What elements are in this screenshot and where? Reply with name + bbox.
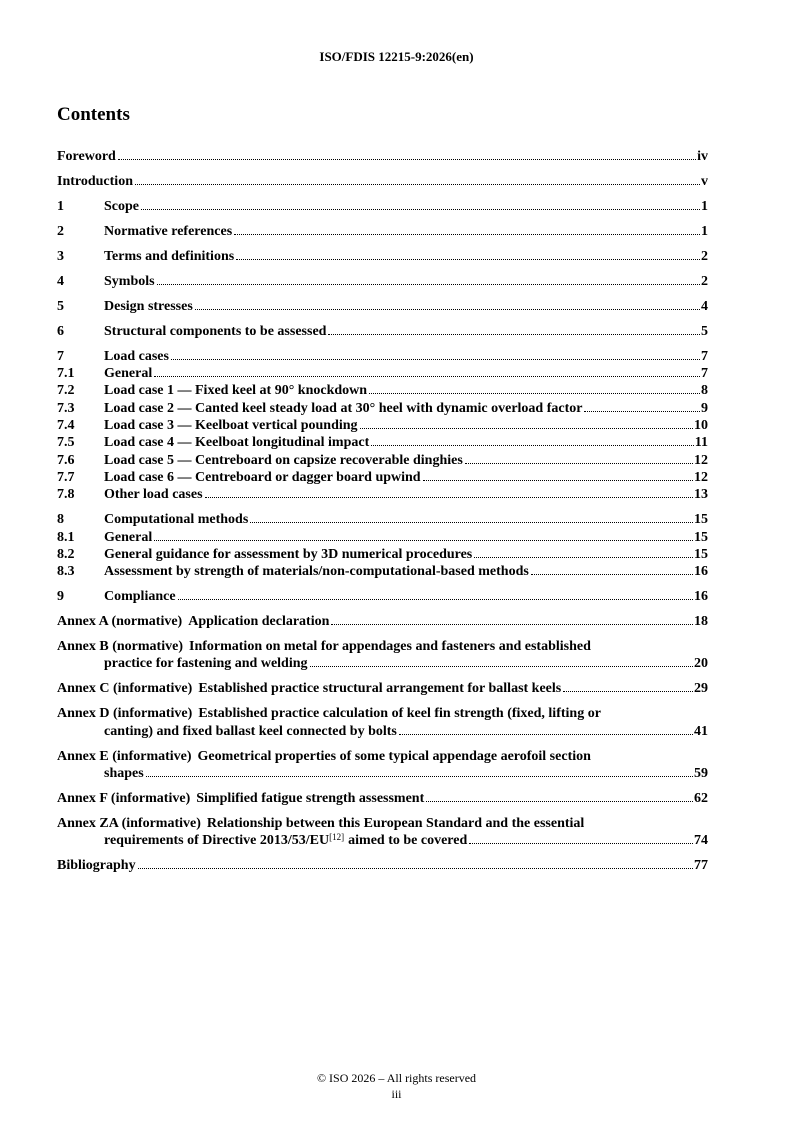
toc-entry-page: 7: [701, 366, 708, 382]
toc-entry-title-continued: shapes: [104, 765, 144, 781]
toc-entry-page: 20: [694, 656, 708, 672]
toc-entry-number: 7.7: [57, 469, 75, 485]
dot-leader: [310, 666, 693, 667]
toc-entry-number: 6: [57, 323, 64, 339]
toc-entry-title: Symbols: [104, 273, 155, 289]
toc-entry-page: 13: [694, 487, 708, 503]
dot-leader: [331, 624, 693, 625]
toc-entry-page: 12: [694, 469, 708, 485]
toc-entry-page: 2: [701, 248, 708, 264]
bibliography-reference[interactable]: [12]: [329, 832, 345, 843]
toc-entry-clause-8-3[interactable]: [57, 563, 708, 580]
toc-entry-clause-8[interactable]: [57, 511, 708, 528]
toc-entry-line[interactable]: [57, 638, 708, 655]
toc-entry-bibliography[interactable]: [57, 857, 708, 874]
toc-entry-title: Established practice structural arrangement for ballast keels: [198, 681, 562, 697]
toc-entry-title: General: [104, 529, 153, 545]
toc-entry-clause-1[interactable]: [57, 198, 708, 215]
toc-entry-title: Introduction: [57, 173, 133, 189]
toc-entry-title: General guidance for assessment by 3D numerical procedures: [104, 546, 473, 562]
toc-entry-clause-7-4[interactable]: [57, 417, 708, 434]
toc-entry-title: Geometrical properties of some typical appendage aerofoil section: [197, 748, 591, 764]
directive-text: requirements of Directive 2013/53/EU: [104, 833, 330, 849]
toc-entry-page: 15: [694, 512, 708, 528]
toc-entry-title: Load case 1 — Fixed keel at 90° knockdown: [104, 383, 368, 399]
toc-entry-annex-e[interactable]: [57, 748, 708, 783]
toc-entry-number: 4: [57, 273, 64, 289]
toc-entry-page: v: [701, 173, 708, 189]
toc-entry-number: 7.8: [57, 487, 75, 503]
toc-entry-introduction[interactable]: [57, 173, 708, 190]
table-of-contents: [57, 148, 708, 874]
toc-entry-page: 41: [694, 723, 708, 739]
toc-entry-title: Bibliography: [57, 858, 136, 874]
toc-entry-line[interactable]: [57, 655, 708, 672]
dot-leader: [138, 868, 693, 869]
toc-entry-page: 62: [694, 790, 708, 806]
dot-leader: [423, 480, 693, 481]
annex-label: Annex A (normative): [57, 614, 183, 630]
toc-entry-page: 15: [694, 529, 708, 545]
toc-entry-clause-3[interactable]: [57, 248, 708, 265]
toc-entry-title: Load case 4 — Keelboat longitudinal impact: [104, 435, 370, 451]
toc-entry-number: 8.1: [57, 529, 75, 545]
dot-leader: [563, 691, 693, 692]
toc-entry-line[interactable]: [57, 723, 708, 740]
toc-entry-title: Load case 2 — Canted keel steady load at 30° heel with dynamic overload factor: [104, 400, 583, 416]
toc-entry-clause-7-6[interactable]: [57, 452, 708, 469]
toc-entry-number: 9: [57, 589, 64, 605]
toc-entry-page: 59: [694, 765, 708, 781]
toc-entry-title: Load case 3 — Keelboat vertical pounding: [104, 418, 358, 434]
toc-entry-title-continued: [104, 832, 467, 849]
toc-entry-page: 16: [694, 589, 708, 605]
annex-label: Annex C (informative): [57, 681, 193, 697]
dot-leader: [469, 843, 693, 844]
toc-entry-title-continued: canting) and fixed ballast keel connected by bolts: [104, 723, 397, 739]
toc-entry-clause-8-1[interactable]: [57, 529, 708, 546]
toc-entry-annex-za[interactable]: [57, 815, 708, 850]
toc-entry-number: 3: [57, 248, 64, 264]
toc-entry-title: Load cases: [104, 348, 169, 364]
toc-entry-foreword[interactable]: [57, 148, 708, 165]
dot-leader: [369, 393, 700, 394]
toc-entry-clause-4[interactable]: [57, 273, 708, 290]
annex-label: Annex B (normative): [57, 639, 183, 655]
dot-leader: [328, 334, 700, 335]
toc-entry-line[interactable]: [57, 748, 708, 765]
toc-entry-annex-b[interactable]: [57, 638, 708, 673]
toc-entry-clause-7-1[interactable]: [57, 365, 708, 382]
toc-entry-number: 7.4: [57, 418, 75, 434]
toc-entry-page: 1: [701, 198, 708, 214]
toc-entry-clause-7[interactable]: [57, 348, 708, 365]
page-title: Contents: [57, 104, 130, 125]
toc-entry-title: Information on metal for appendages and fasteners and established: [189, 639, 591, 655]
toc-entry-annex-a[interactable]: [57, 613, 708, 630]
toc-entry-annex-c[interactable]: [57, 680, 708, 697]
dot-leader: [234, 234, 700, 235]
toc-entry-title: Compliance: [104, 589, 176, 605]
toc-entry-title-continued: practice for fastening and welding: [104, 656, 308, 672]
dot-leader: [250, 522, 693, 523]
toc-entry-page: 5: [701, 323, 708, 339]
toc-entry-page: 4: [701, 298, 708, 314]
toc-entry-page: 11: [694, 435, 708, 451]
toc-entry-title: Simplified fatigue strength assessment: [196, 790, 425, 806]
dot-leader: [531, 574, 693, 575]
toc-entry-title: Application declaration: [188, 614, 330, 630]
toc-entry-title: Other load cases: [104, 487, 203, 503]
toc-entry-number: 8.3: [57, 564, 75, 580]
page-number: iii: [391, 1087, 402, 1101]
dot-leader: [157, 284, 700, 285]
annex-label: Annex ZA (informative): [57, 815, 201, 831]
toc-entry-page: 2: [701, 273, 708, 289]
toc-entry-clause-7-7[interactable]: [57, 469, 708, 486]
dot-leader: [360, 428, 693, 429]
toc-entry-number: 8: [57, 512, 64, 528]
toc-entry-number: 7.6: [57, 452, 75, 468]
toc-entry-page: 77: [694, 858, 708, 874]
toc-entry-number: 2: [57, 223, 64, 239]
dot-leader: [178, 599, 693, 600]
toc-entry-page: iv: [697, 149, 708, 164]
toc-entry-clause-6[interactable]: [57, 323, 708, 340]
toc-entry-page: 12: [694, 452, 708, 468]
toc-entry-number: 7.5: [57, 435, 75, 451]
toc-entry-page: 1: [701, 223, 708, 239]
toc-entry-line[interactable]: [57, 832, 708, 849]
annex-label: Annex E (informative): [57, 748, 192, 764]
toc-entry-clause-2[interactable]: [57, 223, 708, 240]
toc-entry-title: Computational methods: [104, 512, 249, 528]
toc-entry-line[interactable]: [57, 815, 708, 832]
toc-entry-clause-9[interactable]: [57, 588, 708, 605]
toc-entry-clause-8-2[interactable]: [57, 546, 708, 563]
toc-entry-number: 7: [57, 348, 64, 364]
dot-leader: [474, 557, 693, 558]
toc-entry-page: 10: [694, 418, 708, 434]
toc-entry-annex-f[interactable]: [57, 790, 708, 807]
dot-leader: [584, 411, 700, 412]
toc-entry-title: Foreword: [57, 149, 116, 164]
toc-entry-title: Design stresses: [104, 298, 193, 314]
dot-leader: [236, 259, 700, 260]
toc-entry-page: 29: [694, 681, 708, 697]
toc-entry-number: 1: [57, 198, 64, 214]
document-id-header: ISO/FDIS 12215-9:2026(en): [319, 49, 474, 64]
toc-entry-clause-7-3[interactable]: [57, 400, 708, 417]
toc-entry-page: 9: [701, 400, 708, 416]
toc-entry-page: 7: [701, 348, 708, 364]
toc-entry-page: 16: [694, 564, 708, 580]
toc-entry-title: Terms and definitions: [104, 248, 235, 264]
toc-entry-title: Established practice calculation of keel fin strength (fixed, lifting or: [198, 706, 601, 722]
dot-leader: [205, 497, 693, 498]
toc-entry-page: 74: [694, 833, 708, 849]
dot-leader: [154, 540, 693, 541]
toc-entry-title: Load case 5 — Centreboard on capsize recoverable dinghies: [104, 452, 463, 468]
toc-entry-annex-d[interactable]: [57, 705, 708, 740]
dot-leader: [371, 445, 694, 446]
toc-entry-clause-7-5[interactable]: [57, 434, 708, 451]
dot-leader: [146, 776, 693, 777]
dot-leader: [426, 801, 693, 802]
toc-entry-number: 7.3: [57, 400, 75, 416]
dot-leader: [154, 376, 700, 377]
toc-entry-title: Normative references: [104, 223, 233, 239]
toc-entry-page: 18: [694, 614, 708, 630]
dot-leader: [171, 359, 700, 360]
toc-entry-title: General: [104, 366, 153, 382]
toc-entry-title: Assessment by strength of materials/non-computational-based methods: [104, 564, 529, 580]
dot-leader: [465, 463, 693, 464]
dot-leader: [195, 309, 700, 310]
annex-label: Annex F (informative): [57, 790, 191, 806]
title-end-text: aimed to be covered: [348, 833, 468, 849]
toc-entry-line[interactable]: [57, 765, 708, 782]
dot-leader: [135, 184, 700, 185]
toc-entry-title: Scope: [104, 198, 139, 214]
toc-entry-title: Structural components to be assessed: [104, 323, 327, 339]
annex-label: Annex D (informative): [57, 706, 193, 722]
toc-entry-number: 7.1: [57, 366, 75, 382]
toc-entry-number: 5: [57, 298, 64, 314]
toc-entry-clause-7-2[interactable]: [57, 382, 708, 399]
dot-leader: [399, 734, 693, 735]
dot-leader: [118, 159, 696, 160]
copyright-notice: © ISO 2026 – All rights reserved: [316, 1071, 477, 1085]
toc-entry-clause-7-8[interactable]: [57, 486, 708, 503]
toc-entry-number: 8.2: [57, 546, 75, 562]
toc-entry-number: 7.2: [57, 383, 75, 399]
toc-entry-line[interactable]: [57, 705, 708, 722]
toc-entry-clause-5[interactable]: [57, 298, 708, 315]
dot-leader: [141, 209, 700, 210]
toc-entry-page: 8: [701, 383, 708, 399]
toc-entry-page: 15: [694, 546, 708, 562]
toc-entry-title: Relationship between this European Standard and the essential: [206, 815, 585, 831]
toc-entry-title: Load case 6 — Centreboard or dagger board upwind: [104, 469, 421, 485]
